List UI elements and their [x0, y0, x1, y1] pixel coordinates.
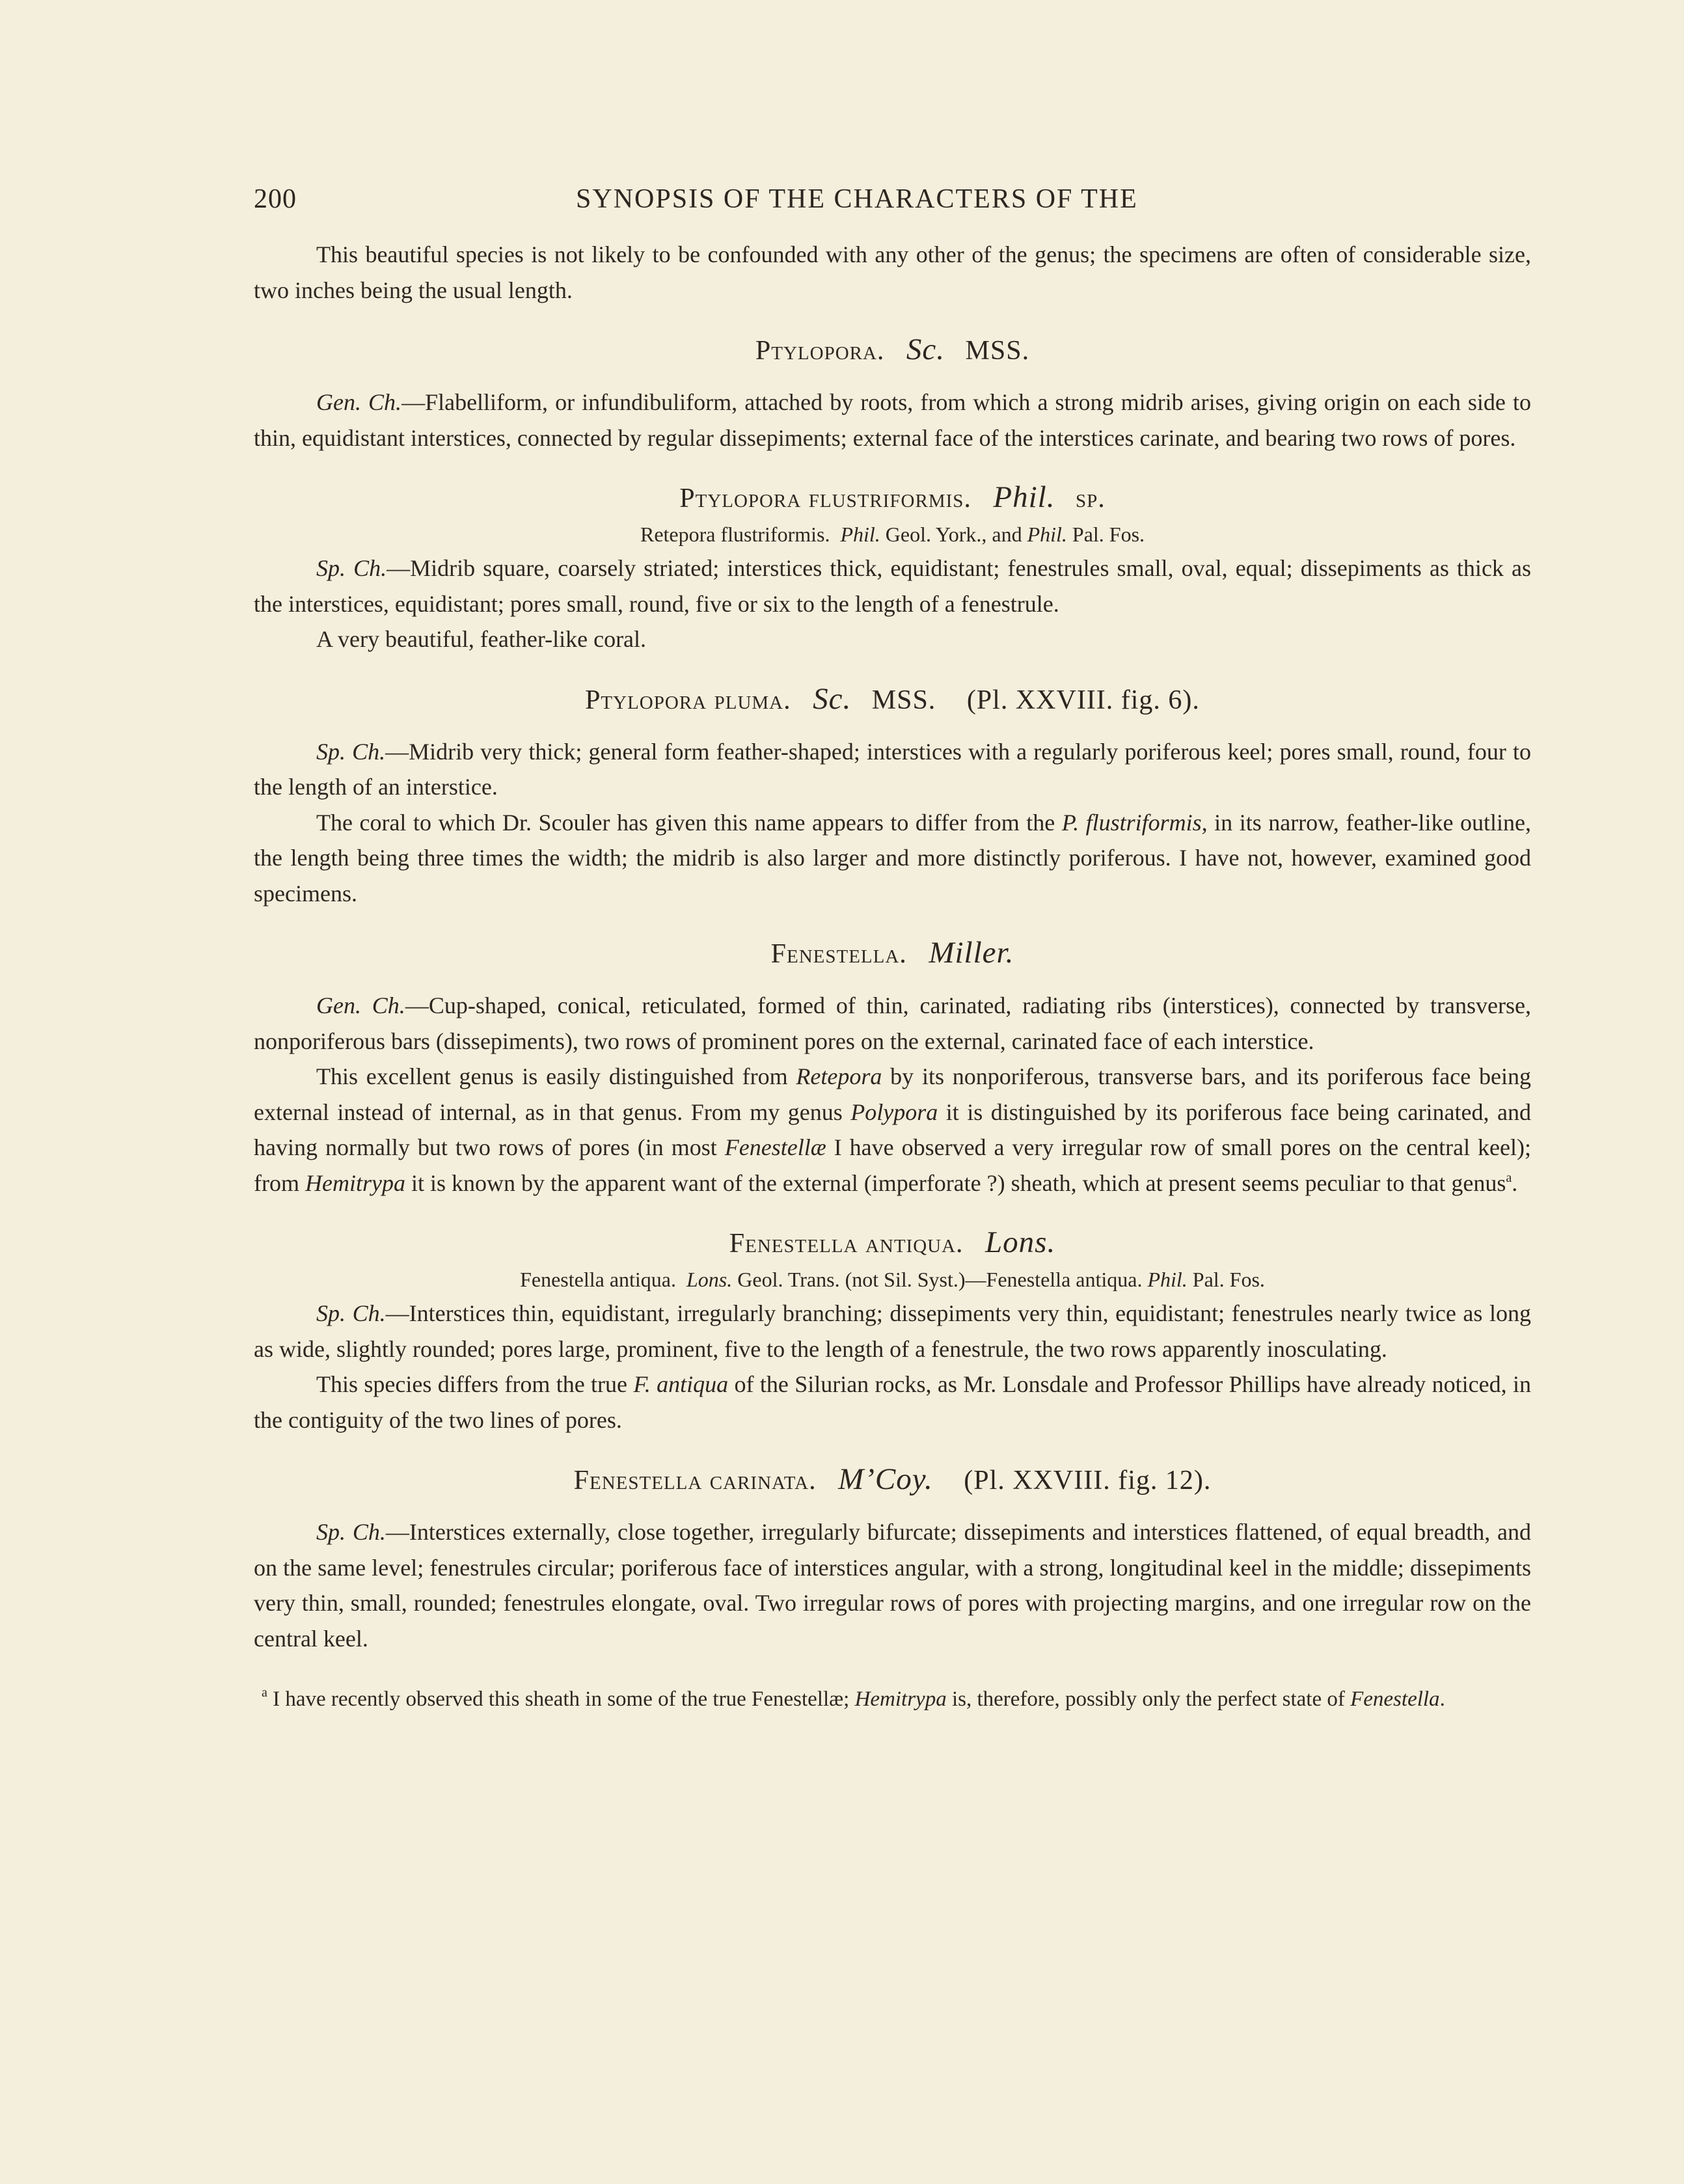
species-author: M’Coy. [838, 1462, 933, 1496]
taxon-name: Fenestellæ [724, 1134, 826, 1160]
species-name: Ptylopora flustriformis. [679, 484, 971, 513]
heading-fenestella-carinata [254, 1460, 1531, 1500]
text: —Interstices externally, close together, irregularly bifurcate; dissepiments and interstices flattened, of equal breadth, and on the same level; fenestrules circular; poriferous face of interstices angular, with a strong, longitudinal keel in the middle; dissepiments very thin, small, rounded; fenestrules elongate, oval. Two irregular rows of pores with projecting margins, and one irregular row on the central keel. [254, 1519, 1531, 1652]
label: Sp. Ch. [316, 738, 386, 765]
text: it is distinguished by its poriferous face being carinated, and having normally but two rows of pores (in most [254, 1099, 1531, 1160]
species-author: Phil. [993, 480, 1055, 514]
label: Sp. Ch. [316, 1300, 386, 1326]
heading-fenestella [254, 933, 1531, 974]
antiqua-remark [254, 1367, 1531, 1438]
text: of the Silurian rocks, as Mr. Lonsdale and Professor Phillips have already noticed, in the contiguity of the two lines of pores. [254, 1371, 1531, 1433]
flustriformis-remark: A very beautiful, feather-like coral. [316, 626, 647, 652]
species-author: Sc. [813, 681, 852, 716]
label: Sp. Ch. [316, 1519, 386, 1545]
plate-reference: (Pl. XXVIII. fig. 12). [964, 1466, 1212, 1495]
taxon-name: F. antiqua [633, 1371, 729, 1397]
species-note: sp. [1075, 484, 1106, 513]
syn-author: Phil. [1147, 1268, 1188, 1291]
syn-name: Retepora flustriformis. [640, 523, 830, 546]
text: —Midrib square, coarsely striated; interstices thick, equidistant; fenestrules small, oval, equal; dissepiments as thick as the interstices, equidistant; pores small, round, five or six to the length of a fenestrule. [254, 555, 1531, 617]
genus-author: Sc. [906, 333, 945, 366]
running-title: SYNOPSIS OF THE CHARACTERS OF THE [576, 184, 1138, 214]
species-name: Ptylopora pluma. [585, 685, 791, 715]
footnote-mark: a [262, 1686, 267, 1700]
taxon-name: Retepora [796, 1063, 882, 1089]
genus-name: Ptylopora. [755, 336, 885, 366]
text: is, therefore, possibly only the perfect state of [946, 1687, 1351, 1711]
fenestella-remark [254, 1059, 1531, 1201]
text: The coral to which Dr. Scouler has given this name appears to differ from the [316, 809, 1062, 836]
heading-ptylopora [254, 330, 1531, 370]
carinata-specific-characters [254, 1514, 1531, 1656]
taxon-name: Hemitrypa [305, 1169, 405, 1196]
pluma-specific-characters [254, 734, 1531, 805]
text: it is known by the apparent want of the external (imperforate ?) sheath, which at present seems peculiar to that genus [405, 1169, 1506, 1196]
genus-author: Miller. [929, 936, 1014, 970]
syn-reference: Pal. Fos. [1072, 523, 1145, 546]
taxon-name: P. flustriformis, [1061, 809, 1208, 836]
label: Sp. Ch. [316, 555, 387, 581]
taxon-name: Hemitrypa [854, 1687, 947, 1711]
syn-reference: Pal. Fos. [1192, 1268, 1265, 1291]
text: in its narrow, feather-like outline, the length being three times the width; the midrib is also larger and more distinctly poriferous. I have not, however, examined good specimens. [254, 809, 1532, 907]
species-name: Fenestella antiqua. [729, 1229, 964, 1259]
species-note: MSS. [871, 685, 936, 715]
page-number: 200 [254, 184, 297, 214]
syn-author: Phil. [840, 523, 880, 546]
species-author: Lons. [985, 1225, 1056, 1259]
syn-reference: Geol. York., and [885, 523, 1022, 546]
heading-ptylopora-flustriformis [254, 478, 1531, 518]
text: by its nonporiferous, transverse bars, and its poriferous face being external instead of internal, as in that genus. From my genus [254, 1063, 1531, 1125]
footnote [254, 1684, 1531, 1715]
fenestella-generic-characters [254, 988, 1531, 1059]
species-name: Fenestella carinata. [573, 1466, 817, 1495]
genus-note: MSS. [965, 336, 1030, 366]
footnote-marker: a [1506, 1170, 1512, 1185]
text: —Flabelliform, or infundibuliform, attached by roots, from which a strong midrib arises, giving origin on each side to thin, equidistant interstices, connected by regular dissepiments; external face of the interstices carinate, and bearing two rows of pores. [254, 389, 1531, 451]
synonymy-antiqua [254, 1263, 1531, 1296]
text: I have recently observed this sheath in some of the true Fenestellæ; [267, 1687, 855, 1711]
text: This species differs from the true [316, 1371, 634, 1397]
running-head [254, 184, 1531, 223]
syn-author: Phil. [1027, 523, 1067, 546]
syn-author: Lons. [686, 1268, 733, 1291]
flustriformis-specific-characters [254, 551, 1531, 621]
heading-fenestella-antiqua [254, 1223, 1531, 1263]
text: —Cup-shaped, conical, reticulated, formed of thin, carinated, radiating ribs (interstices), connected by transverse, nonporiferous bars (dissepiments), two rows of prominent pores on the external, carinated face of each interstice. [254, 992, 1531, 1054]
text: This excellent genus is easily distinguished from [316, 1063, 796, 1089]
text: —Interstices thin, equidistant, irregularly branching; dissepiments very thin, equidistant; fenestrules nearly twice as long as wide, slightly rounded; pores large, prominent, five to the length of a fenestrule, the two rows apparently inosculating. [254, 1300, 1531, 1362]
plate-reference: (Pl. XXVIII. fig. 6). [966, 685, 1200, 715]
syn-name: Fenestella antiqua. [520, 1268, 676, 1291]
text: I have observed a very irregular row of small pores on the central keel); from [254, 1134, 1532, 1196]
genus-name: Fenestella. [770, 939, 907, 969]
text: —Midrib very thick; general form feather-shaped; interstices with a regularly poriferous keel; pores small, round, four to the length of an interstice. [254, 738, 1532, 800]
syn-reference: Geol. Trans. (not Sil. Syst.)—Fenestella antiqua. [737, 1268, 1143, 1291]
label: Gen. Ch. [316, 992, 405, 1018]
taxon-name: Fenestella [1350, 1687, 1440, 1711]
synonymy-flustriformis [254, 518, 1531, 551]
intro-paragraph: This beautiful species is not likely to be confounded with any other of the genus; the specimens are often of considerable size, two inches being the usual length. [254, 241, 1531, 303]
antiqua-specific-characters [254, 1296, 1531, 1367]
taxon-name: Polypora [850, 1099, 938, 1125]
text: . [1439, 1687, 1445, 1711]
label: Gen. Ch. [316, 389, 402, 415]
pluma-remark [254, 805, 1531, 912]
heading-ptylopora-pluma [254, 679, 1531, 720]
text: . [1512, 1169, 1518, 1196]
ptylopora-generic-characters [254, 385, 1531, 456]
